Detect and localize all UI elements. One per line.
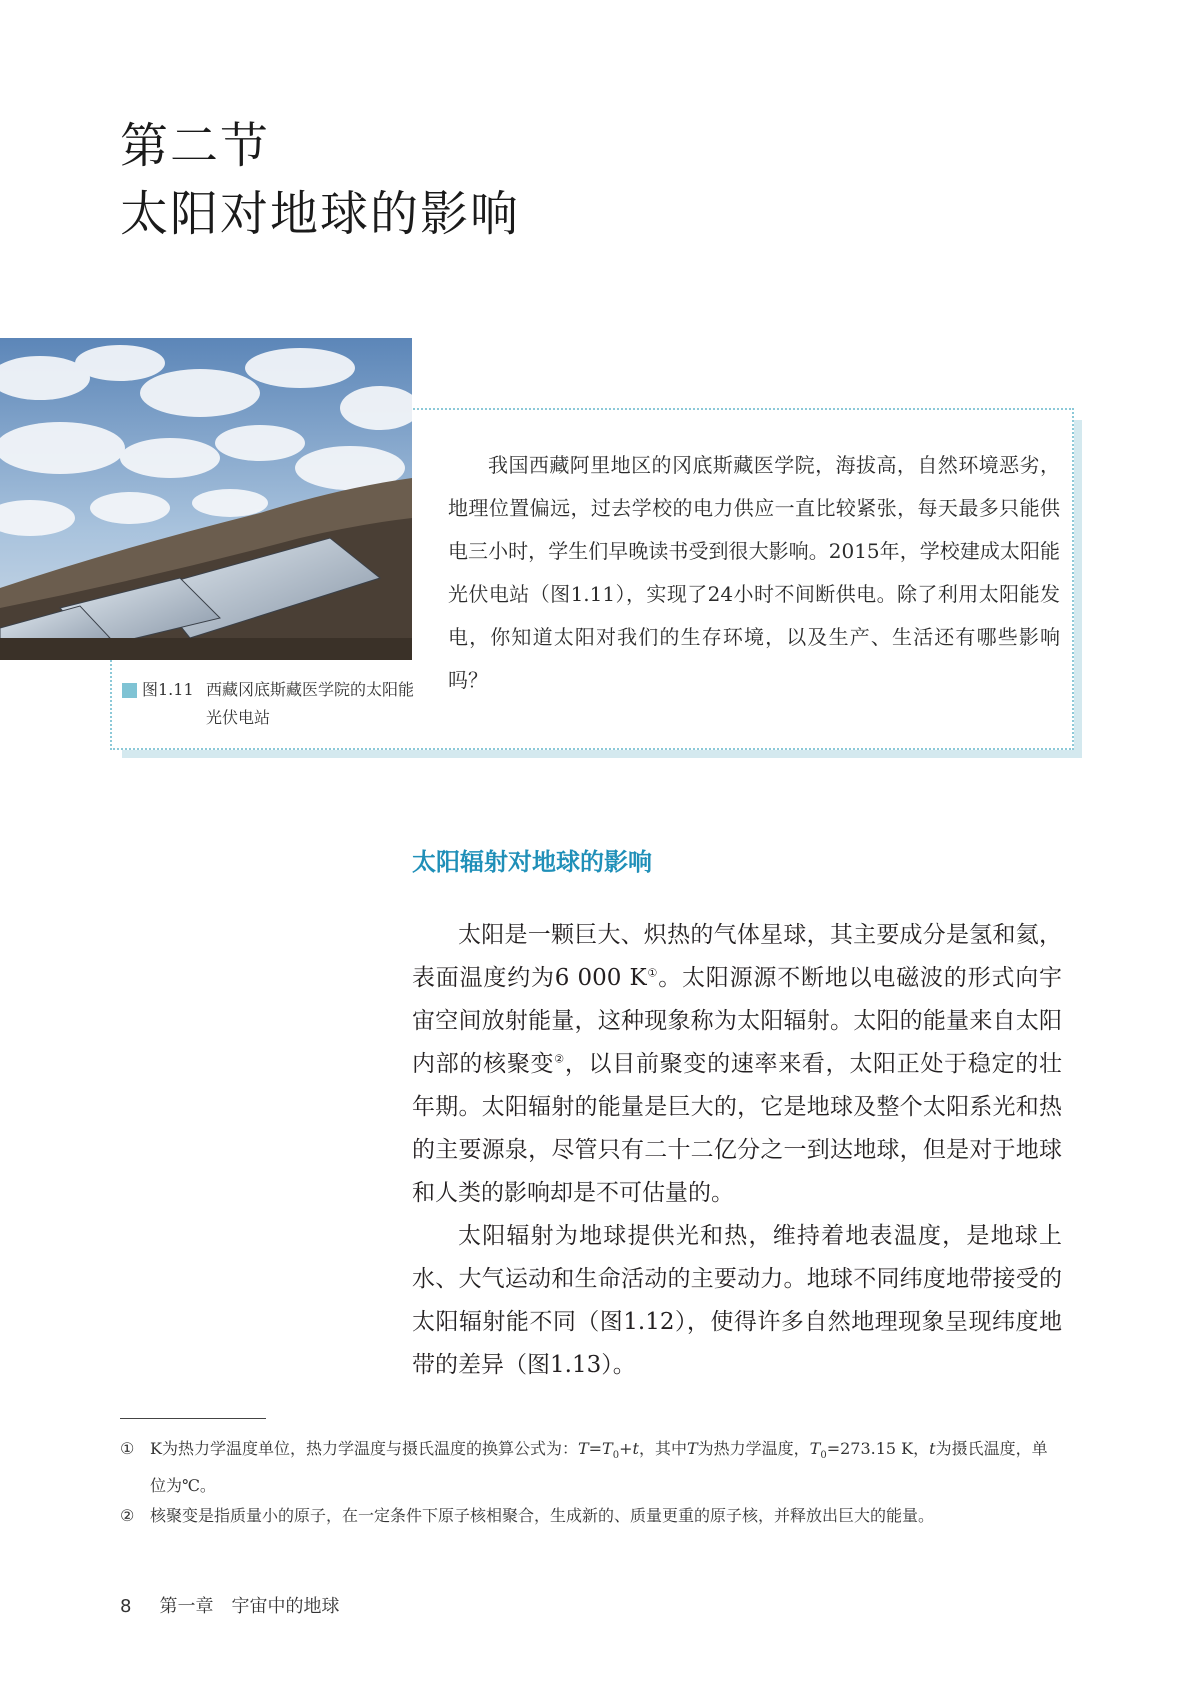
section-title: 太阳对地球的影响 — [120, 186, 521, 242]
chapter-title: 第一章 宇宙中的地球 — [159, 1596, 340, 1617]
fn1-var-t: t — [632, 1439, 639, 1458]
figure-caption-text: 西藏冈底斯藏医学院的太阳能光伏电站 — [206, 680, 415, 727]
p1-part-a: 太阳是一颗巨大、炽热的气体星球，其主要成分是氢和氦，表面温度约为6 000 K — [412, 922, 1062, 991]
page-number: 8 — [120, 1596, 132, 1617]
solar-station-illustration — [0, 338, 412, 660]
fn1-text-e: 为摄氏温度，单位为℃。 — [150, 1439, 1048, 1496]
body-paragraph-2: 太阳辐射为地球提供光和热，维持着地表温度，是地球上水、大气运动和生命活动的主要动力。地球不同纬度地带接受的太阳辐射能不同（图1.12），使得许多自然地理现象呈现纬度地带的差异（图1.13）。 — [412, 1223, 1062, 1378]
p1-part-c: ，以目前聚变的速率来看，太阳正处于稳定的壮年期。太阳辐射的能量是巨大的，它是地球及整个太阳系光和热的主要源泉，尽管只有二十二亿分之一到达地球，但是对于地球和人类的影响却是不可估量的。 — [412, 1051, 1062, 1206]
fn1-sub-0: 0 — [612, 1450, 620, 1462]
footnote-ref-1[interactable]: ① — [646, 966, 659, 980]
fn1-sub-1: 0 — [820, 1450, 827, 1462]
figure-number: 图1.11 — [142, 680, 194, 699]
page-title — [120, 112, 520, 248]
footnote-1 — [120, 1434, 1060, 1501]
body-paragraph-1 — [412, 914, 1062, 1215]
fn1-plus: + — [619, 1439, 633, 1458]
footnote-divider — [120, 1418, 266, 1419]
fn1-text-a: K为热力学温度单位，热力学温度与摄氏温度的换算公式为： — [150, 1439, 578, 1458]
fn1-var-T: T — [577, 1439, 589, 1458]
fn1-var-t2: t — [929, 1439, 936, 1458]
fn1-var-T3: T — [809, 1439, 821, 1458]
section-number: 第二节 — [120, 118, 271, 174]
figure-caption — [122, 676, 422, 732]
caption-marker — [122, 683, 137, 698]
p1-part-b: 。太阳源源不断地以电磁波的形式向宇宙空间放射能量，这种现象称为太阳辐射。太阳的能量来自太阳内部的核聚变 — [412, 965, 1062, 1077]
intro-paragraph: 我国西藏阿里地区的冈底斯藏医学院，海拔高，自然环境恶劣，地理位置偏远，过去学校的电力供应一直比较紧张，每天最多只能供电三小时，学生们早晚读书受到很大影响。2015年，学校建成太阳能光伏电站（图1.11），实现了24小时不间断供电。除了利用太阳能发电，你知道太阳对我们的生存环境，以及生产、生活还有哪些影响吗？ — [448, 453, 1060, 692]
fn1-text-d: =273.15 K， — [826, 1439, 930, 1458]
body-text — [412, 914, 1062, 1387]
section-heading: 太阳辐射对地球的影响 — [412, 848, 652, 876]
fn1-var-T0: T — [602, 1439, 613, 1458]
footnote-2 — [120, 1501, 1060, 1531]
fn1-eq: = — [588, 1439, 603, 1458]
footnotes — [120, 1434, 1060, 1531]
fn1-text-b: ，其中 — [638, 1439, 687, 1458]
footnote-2-text: 核聚变是指质量小的原子，在一定条件下原子核相聚合，生成新的、质量更重的原子核，并释放出巨大的能量。 — [150, 1506, 935, 1526]
footnote-2-mark: ② — [120, 1506, 135, 1526]
fn1-text-c: 为热力学温度， — [697, 1439, 810, 1458]
page-footer — [120, 1592, 339, 1618]
footnote-ref-2[interactable]: ② — [554, 1052, 565, 1066]
footnote-1-mark: ① — [120, 1439, 135, 1458]
fn1-var-T2: T — [686, 1439, 698, 1458]
solar-station-photo — [0, 338, 412, 660]
